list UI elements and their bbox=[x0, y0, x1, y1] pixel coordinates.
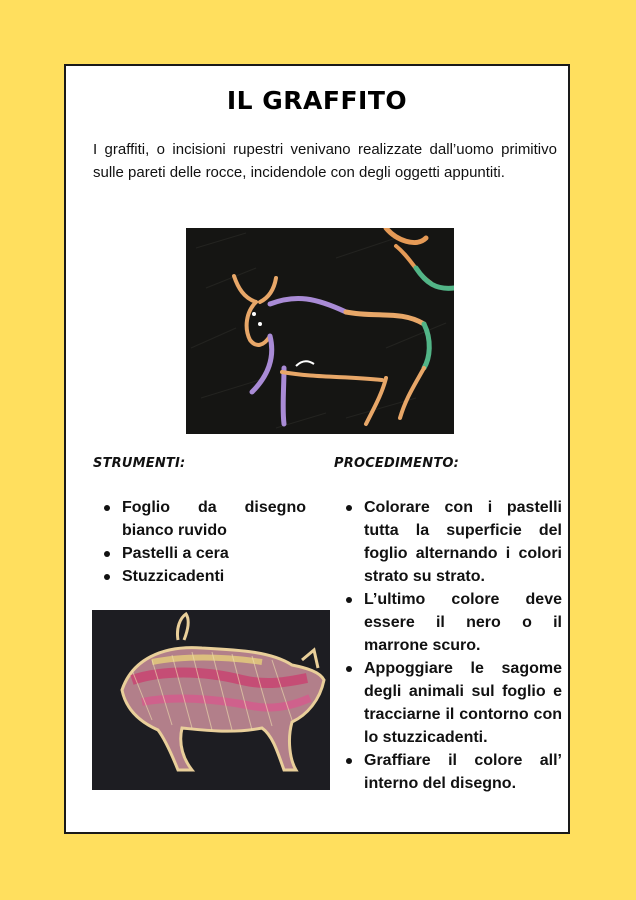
strumenti-list bbox=[94, 496, 306, 588]
list-item: Appoggiare le sagome degli animali sul foglio e tracciarne il contorno con lo stuzzicadenti. bbox=[336, 657, 562, 749]
list-item: Pastelli a cera bbox=[94, 542, 306, 565]
boar-drawing bbox=[92, 610, 330, 790]
list-item: Stuzzicadenti bbox=[94, 565, 306, 588]
bull-scratch-art-image bbox=[186, 228, 454, 434]
procedimento-heading: PROCEDIMENTO: bbox=[334, 456, 460, 471]
list-item: L’ultimo colore deve essere il nero o il marrone scuro. bbox=[336, 588, 562, 657]
procedimento-list bbox=[336, 496, 562, 795]
intro-paragraph: I graffiti, o incisioni rupestri venivano realizzate dall’uomo primitivo sulle pareti delle rocce, incidendole con degli oggetti appuntiti. bbox=[93, 141, 557, 181]
bull-drawing bbox=[186, 228, 454, 434]
page-title: IL GRAFFITO bbox=[226, 86, 408, 115]
list-item: Foglio da disegno bianco ruvido bbox=[94, 496, 306, 542]
boar-scratch-art-image bbox=[92, 610, 330, 790]
list-item: Graffiare il colore all’ interno del disegno. bbox=[336, 749, 562, 795]
strumenti-heading: STRUMENTI: bbox=[93, 456, 186, 471]
content-card bbox=[64, 64, 570, 834]
list-item: Colorare con i pastelli tutta la superficie del foglio alternando i colori strato su strato. bbox=[336, 496, 562, 588]
